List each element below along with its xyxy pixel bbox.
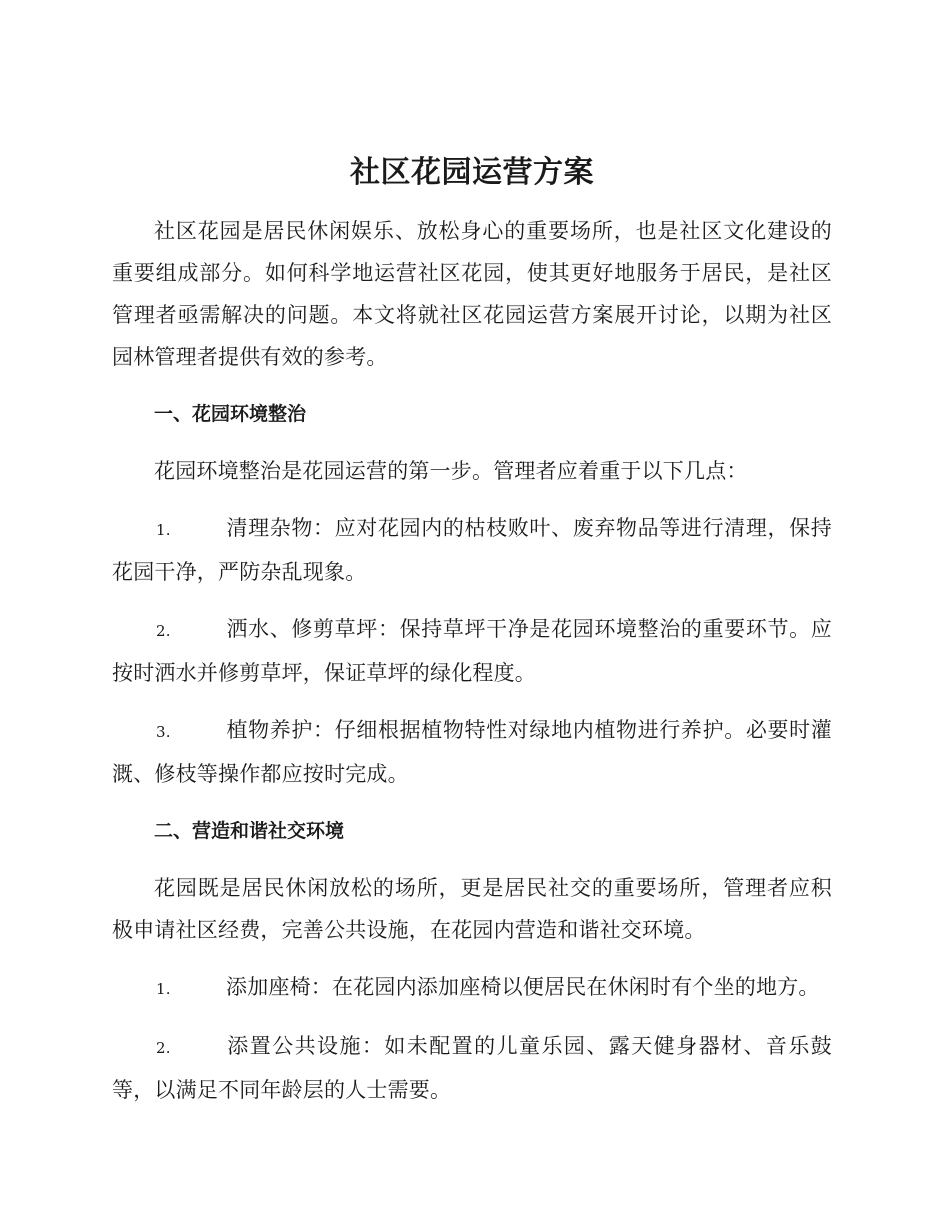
list-item: [112, 1025, 832, 1111]
list-item-text: 植物养护：仔细根据植物特性对绿地内植物进行养护。必要时灌溉、修枝等操作都应按时完成。: [112, 718, 832, 786]
intro-paragraph: 社区花园是居民休闲娱乐、放松身心的重要场所，也是社区文化建设的重要组成部分。如何科学地运营社区花园，使其更好地服务于居民，是社区管理者亟需解决的问题。本文将就社区花园运营方案展开讨论，以期为社区园林管理者提供有效的参考。: [112, 219, 832, 369]
document-title: 社区花园运营方案: [350, 155, 594, 190]
list-item-number: 1.: [156, 521, 171, 539]
section-lead-social: 花园既是居民休闲放松的场所，更是居民社交的重要场所，管理者应积极申请社区经费，完善公共设施，在花园内营造和谐社交环境。: [112, 876, 832, 942]
section-heading-social: 二、营造和谐社交环境: [154, 820, 345, 842]
list-item-text: 添加座椅：在花园内添加座椅以便居民在休闲时有个坐的地方。: [226, 975, 820, 999]
list-item: [112, 966, 832, 1010]
list-item-text: 洒水、修剪草坪：保持草坪干净是花园环境整治的重要环节。应按时洒水并修剪草坪，保证草坪的绿化程度。: [112, 617, 832, 685]
list-item: [112, 709, 832, 795]
list-item-number: 2.: [156, 1039, 171, 1057]
list-item-number: 2.: [156, 622, 171, 640]
list-item-text: 清理杂物：应对花园内的枯枝败叶、废弃物品等进行清理，保持花园干净，严防杂乱现象。: [112, 516, 832, 584]
list-item-number: 3.: [156, 723, 171, 741]
list-item-number: 1.: [156, 980, 171, 998]
document-body: [112, 150, 832, 1126]
section-heading-environment: 一、花园环境整治: [154, 403, 307, 425]
list-item: [112, 507, 832, 593]
list-item-text: 添置公共设施：如未配置的儿童乐园、露天健身器材、音乐鼓等，以满足不同年龄层的人士需要。: [112, 1034, 832, 1102]
list-item: [112, 608, 832, 694]
section-lead-environment: 花园环境整治是花园运营的第一步。管理者应着重于以下几点：: [154, 459, 748, 483]
